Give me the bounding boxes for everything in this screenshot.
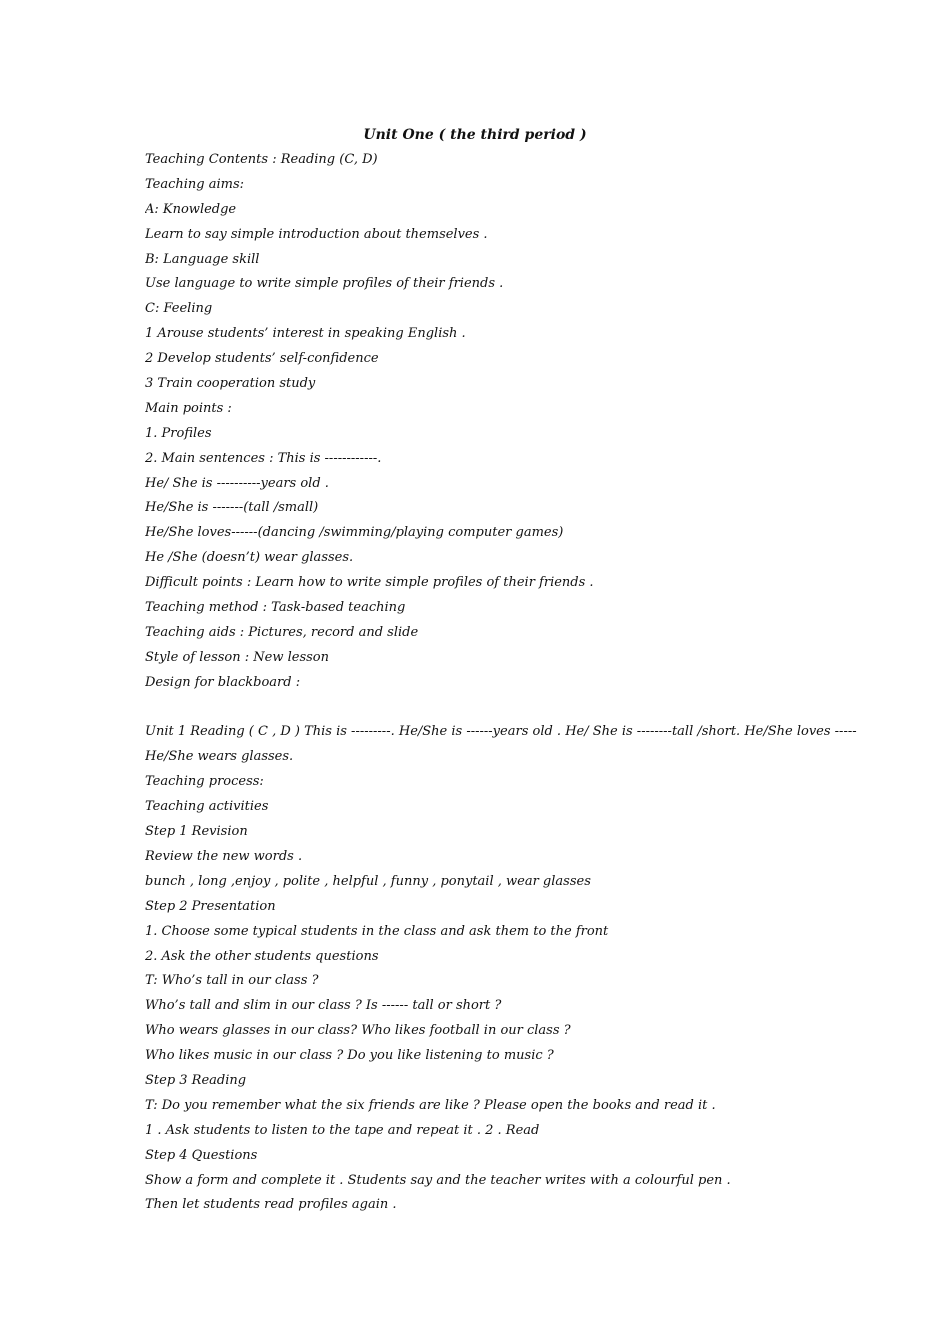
- document-body: [145, 148, 935, 1218]
- text-line: Who’s tall and slim in our class ? Is ------ tall or short ?: [145, 998, 502, 1014]
- text-line: 2. Main sentences : This is ------------.: [145, 450, 382, 466]
- text-line: Teaching Contents : Reading (C, D): [145, 152, 378, 167]
- text-line: Then let students read profiles again .: [145, 1197, 397, 1213]
- text-line: He /She (doesn’t) wear glasses.: [145, 550, 354, 566]
- text-line: Teaching activities: [145, 799, 269, 815]
- text-line: B: Language skill: [145, 251, 260, 267]
- text-line: Teaching process:: [145, 774, 264, 790]
- text-line: Who wears glasses in our class? Who likes football in our class ?: [145, 1023, 571, 1039]
- text-line: Unit 1 Reading ( C , D ) This is ---------. He/She is ------years old . He/ She is --------tall /short. He/She loves -----: [145, 724, 857, 740]
- text-line: Design for blackboard :: [145, 674, 301, 690]
- text-line: Step 3 Reading: [145, 1072, 247, 1088]
- text-line: He/She loves------(dancing /swimming/playing computer games): [145, 525, 564, 541]
- text-line: Learn to say simple introduction about themselves .: [145, 226, 488, 242]
- text-line: T: Who’s tall in our class ?: [145, 973, 319, 989]
- text-line: A: Knowledge: [145, 201, 237, 217]
- text-line: 1 Arouse students’ interest in speaking English .: [145, 326, 466, 342]
- text-line: 3 Train cooperation study: [145, 376, 316, 392]
- text-line: bunch , long ,enjoy , polite , helpful , funny , ponytail , wear glasses: [145, 873, 591, 889]
- text-line: 1. Choose some typical students in the class and ask them to the front: [145, 923, 609, 939]
- text-line: Teaching aids : Pictures, record and slide: [145, 624, 419, 640]
- text-line: T: Do you remember what the six friends are like ? Please open the books and read it .: [145, 1097, 716, 1113]
- text-line: He/She wears glasses.: [145, 749, 294, 765]
- text-line: Difficult points : Learn how to write simple profiles of their friends .: [145, 575, 594, 591]
- text-line: 2. Ask the other students questions: [145, 948, 379, 964]
- text-line: He/ She is ----------years old .: [145, 475, 329, 491]
- text-line: Step 4 Questions: [145, 1147, 258, 1163]
- document-title: Unit One ( the third period ): [363, 127, 587, 143]
- text-line: Review the new words .: [145, 848, 303, 864]
- text-line: He/She is -------(tall /small): [145, 500, 319, 516]
- text-line: Style of lesson : New lesson: [145, 649, 329, 665]
- text-line: 1 . Ask students to listen to the tape and repeat it . 2 . Read: [145, 1122, 540, 1138]
- text-line: Teaching aims:: [145, 176, 245, 192]
- text-line: Show a form and complete it . Students say and the teacher writes with a colourful pen .: [145, 1172, 731, 1188]
- blank-line: [145, 696, 935, 721]
- text-line: C: Feeling: [145, 301, 213, 317]
- text-line: Who likes music in our class ? Do you like listening to music ?: [145, 1048, 554, 1064]
- text-line: Teaching method : Task-based teaching: [145, 600, 406, 616]
- text-line: 1. Profiles: [145, 425, 212, 441]
- text-line: Main points :: [145, 400, 232, 416]
- text-line: Step 1 Revision: [145, 824, 248, 840]
- text-line: Step 2 Presentation: [145, 898, 276, 914]
- text-line: Use language to write simple profiles of their friends .: [145, 276, 504, 292]
- text-line: 2 Develop students’ self-confidence: [145, 351, 379, 367]
